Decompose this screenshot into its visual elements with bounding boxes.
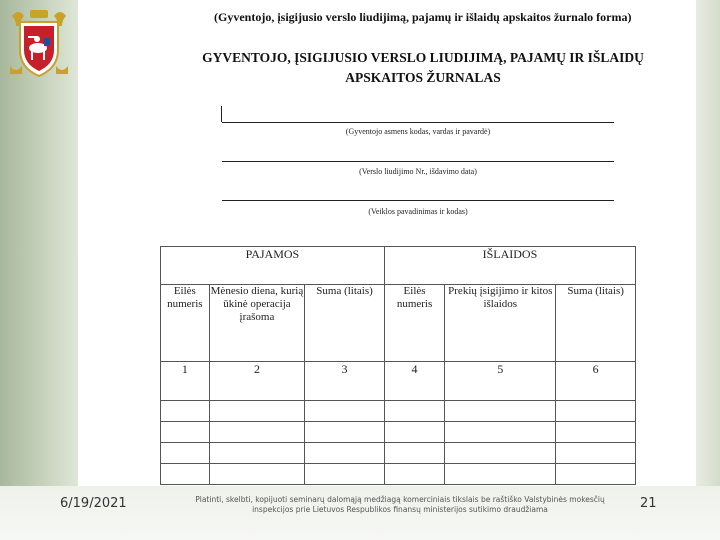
field-caption-taxpayer: (Gyventojo asmens kodas, vardas ir pavardė) xyxy=(345,127,491,136)
field-caption-activity: (Veiklos pavadinimas ir kodas) xyxy=(368,207,468,216)
field-caption-certificate: (Verslo liudijimo Nr., išdavimo data) xyxy=(359,167,477,176)
table-row xyxy=(161,464,636,485)
column-number: 4 xyxy=(384,362,444,401)
right-decorative-band xyxy=(696,0,720,486)
table-row xyxy=(161,401,636,422)
document-page xyxy=(78,0,696,486)
column-number: 6 xyxy=(556,362,636,401)
column-header: Suma (litais) xyxy=(556,285,636,362)
table-row xyxy=(161,422,636,443)
column-header-row xyxy=(161,285,636,362)
column-number-row xyxy=(161,362,636,401)
slide-date: 6/19/2021 xyxy=(60,496,127,511)
table-row xyxy=(161,443,636,464)
ledger-table xyxy=(160,246,636,485)
column-number: 1 xyxy=(161,362,210,401)
field-start-tick xyxy=(221,106,222,122)
column-header: Suma (litais) xyxy=(305,285,385,362)
column-number: 3 xyxy=(305,362,385,401)
journal-heading: GYVENTOJO, ĮSIGIJUSIO VERSLO LIUDIJIMĄ, PAJAMŲ IR IŠLAIDŲ APSKAITOS ŽURNALAS xyxy=(202,50,644,85)
column-header: Mėnesio diena, kurią ūkinė operacija įrašoma xyxy=(209,285,305,362)
group-header-row xyxy=(161,247,636,285)
coat-of-arms-icon xyxy=(4,8,74,84)
slide-number: 21 xyxy=(640,496,657,511)
column-header: Eilės numeris xyxy=(384,285,444,362)
form-title: (Gyventojo, įsigijusio verslo liudijimą, pajamų ir išlaidų apskaitos žurnalo forma) xyxy=(214,10,632,24)
field-line-activity xyxy=(222,200,614,201)
expenses-group-header: IŠLAIDOS xyxy=(384,247,635,285)
footer-disclaimer: Platinti, skelbti, kopijuoti seminarų dalomąją medžiagą komerciniais tikslais be raštiško Valstybinės mokesčių inspekcijos prie Lietuvos Respublikos finansų ministerijos sutikimo draudžiama xyxy=(195,495,605,514)
field-line-taxpayer xyxy=(222,122,614,123)
income-group-header: PAJAMOS xyxy=(161,247,385,285)
column-header: Eilės numeris xyxy=(161,285,210,362)
column-header: Prekių įsigijimo ir kitos išlaidos xyxy=(445,285,556,362)
column-number: 5 xyxy=(445,362,556,401)
field-line-certificate xyxy=(222,161,614,162)
column-number: 2 xyxy=(209,362,305,401)
